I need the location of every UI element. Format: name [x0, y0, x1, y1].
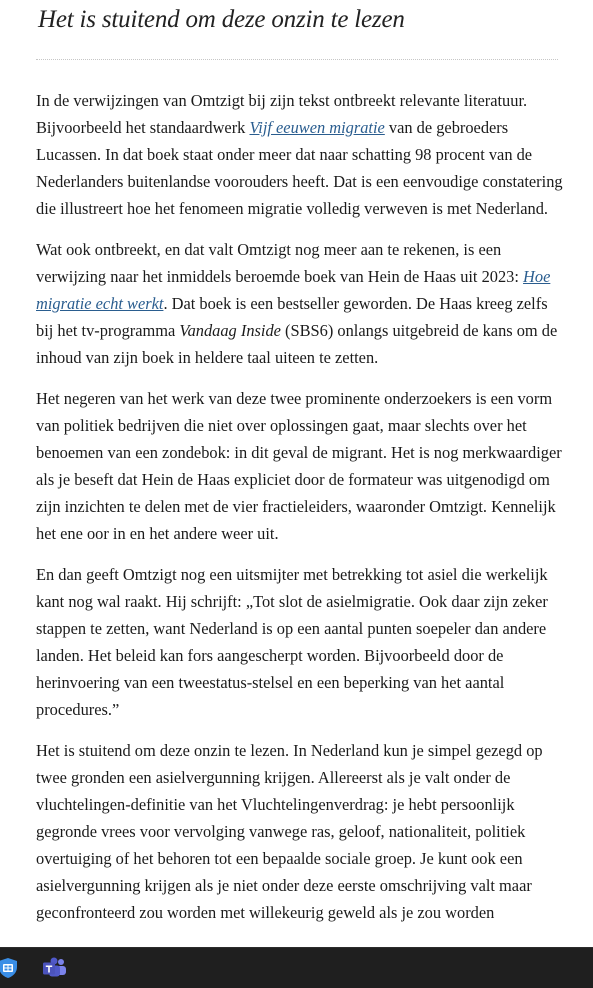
paragraph-1-text-a: In de verwijzingen van Omtzigt bij zijn tekst ontbreekt relevante literatuur. Bijvoorbeeld het standaardwerk	[36, 91, 528, 137]
taskbar	[0, 947, 593, 988]
article-heading: Het is stuitend om deze onzin te lezen	[38, 6, 405, 33]
paragraph-2-text-a: Wat ook ontbreekt, en dat valt Omtzigt nog meer aan te rekenen, is een verwijzing naar het inmiddels beroemde boek van Hein de Haas uit 2023:	[36, 240, 524, 286]
teams-icon[interactable]	[42, 956, 66, 980]
heading-divider	[36, 59, 558, 60]
paragraph-2-text-b: . Dat boek is een bestseller geworden. De Haas kreeg zelfs bij het tv-programma	[36, 294, 548, 340]
link-vijf-eeuwen-migratie[interactable]: Vijf eeuwen migratie	[249, 118, 385, 137]
security-center-icon[interactable]	[0, 956, 20, 980]
paragraph-4: En dan geeft Omtzigt nog een uitsmijter met betrekking tot asiel die werkelijk kant nog wal raakt. Hij schrijft: „Tot slot de asielmigratie. Ook daar zijn zeker stappen te zetten, want Nederland is op een aantal punten soepeler dan andere landen. Het beleid kan fors aangescherpt worden. Bijvoorbeeld door de herinvoering van een tweestatus-stelsel en een beperking van het aantal procedures.”	[36, 565, 548, 719]
paragraph-1-text-b: van de gebroeders Lucassen. In dat boek staat onder meer dat naar schatting 98 procent van de Nederlanders buitenlandse voorouders heeft. Dat is een eenvoudige constatering die illustreert hoe het fenomeen migratie volledig verweven is met Nederland.	[36, 118, 563, 218]
paragraph-2-text-c: (SBS6) onlangs uitgebreid de kans om de inhoud van zijn boek in heldere taal uiteen te zetten.	[36, 321, 558, 367]
paragraph-2	[36, 236, 566, 371]
link-hoe-migratie-echt-werkt[interactable]: Hoe migratie echt werkt	[36, 267, 551, 313]
paragraph-5: Het is stuitend om deze onzin te lezen. In Nederland kun je simpel gezegd op twee gronden een asielvergunning krijgen. Allereerst als je valt onder de vluchtelingen-definitie van het Vluchtelingenverdrag: je hebt persoonlijk gegronde vrees voor vervolging vanwege ras, geloof, nationaliteit, politiek overtuiging of het behoren tot een bepaalde sociale groep. Je kunt ook een asielvergunning krijgen als je niet onder deze eerste omschrijving valt maar geconfronteerd zou worden met willekeurig geweld als je zou worden	[36, 741, 543, 922]
paragraph-1	[36, 87, 566, 222]
tv-program-title: Vandaag Inside	[179, 321, 281, 340]
paragraph-3: Het negeren van het werk van deze twee prominente onderzoekers is een vorm van politiek bedrijven die niet over oplossingen gaat, maar slechts over het benoemen van een zondebok: in dit geval de migrant. Het is nog merkwaardiger als je beseft dat Hein de Haas expliciet door de formateur was uitgenodigd om zijn inzichten te delen met de vier fractieleiders, waaronder Omtzigt. Kennelijk het ene oor in en het andere weer uit.	[36, 389, 562, 543]
article-body	[36, 87, 566, 926]
